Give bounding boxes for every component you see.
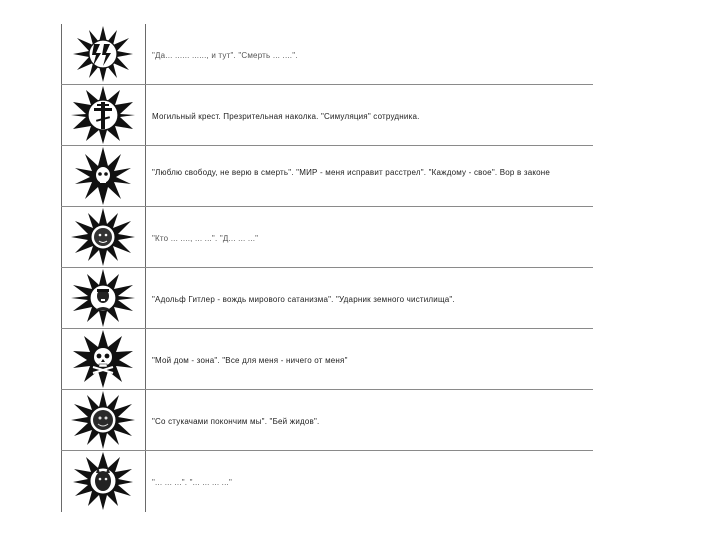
- table-row: [61, 146, 593, 207]
- face-sun-star-icon: [63, 207, 143, 267]
- table-row: [61, 207, 593, 268]
- skull-crossbones-star-icon: [63, 329, 143, 389]
- hitler-star-icon: [63, 268, 143, 328]
- row-text: "Люблю свободу, не верю в смерть". "МИР - меня исправит расстрел". "Каждому - свое". Вор в законе: [152, 168, 551, 177]
- row-text: "Адольф Гитлер - вождь мирового сатанизма". "Ударник земного чистилища".: [152, 295, 455, 304]
- table-row: [61, 329, 593, 390]
- tattoo-table: [61, 24, 593, 512]
- row-text: "Мой дом - зона". "Все для меня - ничего от меня": [152, 356, 348, 365]
- table-row: [61, 268, 593, 329]
- table-row: [61, 24, 593, 85]
- row-text: Могильный крест. Презрительная наколка. "Симуляция" сотрудника.: [152, 112, 420, 121]
- table-row: [61, 85, 593, 146]
- row-text: "Со стукачами покончим мы". "Бей жидов".: [152, 417, 320, 426]
- devil-star-icon: [63, 451, 143, 511]
- grave-cross-star-icon: [63, 85, 143, 145]
- head-sun-star-icon: [63, 390, 143, 450]
- table-row: [61, 390, 593, 451]
- skull-star-icon: [63, 146, 143, 206]
- ss-runes-star-icon: [63, 24, 143, 84]
- row-text: "Кто ... ...., ... ...". "Д... ... ...": [152, 234, 259, 243]
- table-row: [61, 451, 593, 512]
- row-text: "... ... ...". "... ... ... ...": [152, 478, 232, 487]
- row-text: "Да... ...... ......, и тут". "Смерть ... ....".: [152, 51, 298, 60]
